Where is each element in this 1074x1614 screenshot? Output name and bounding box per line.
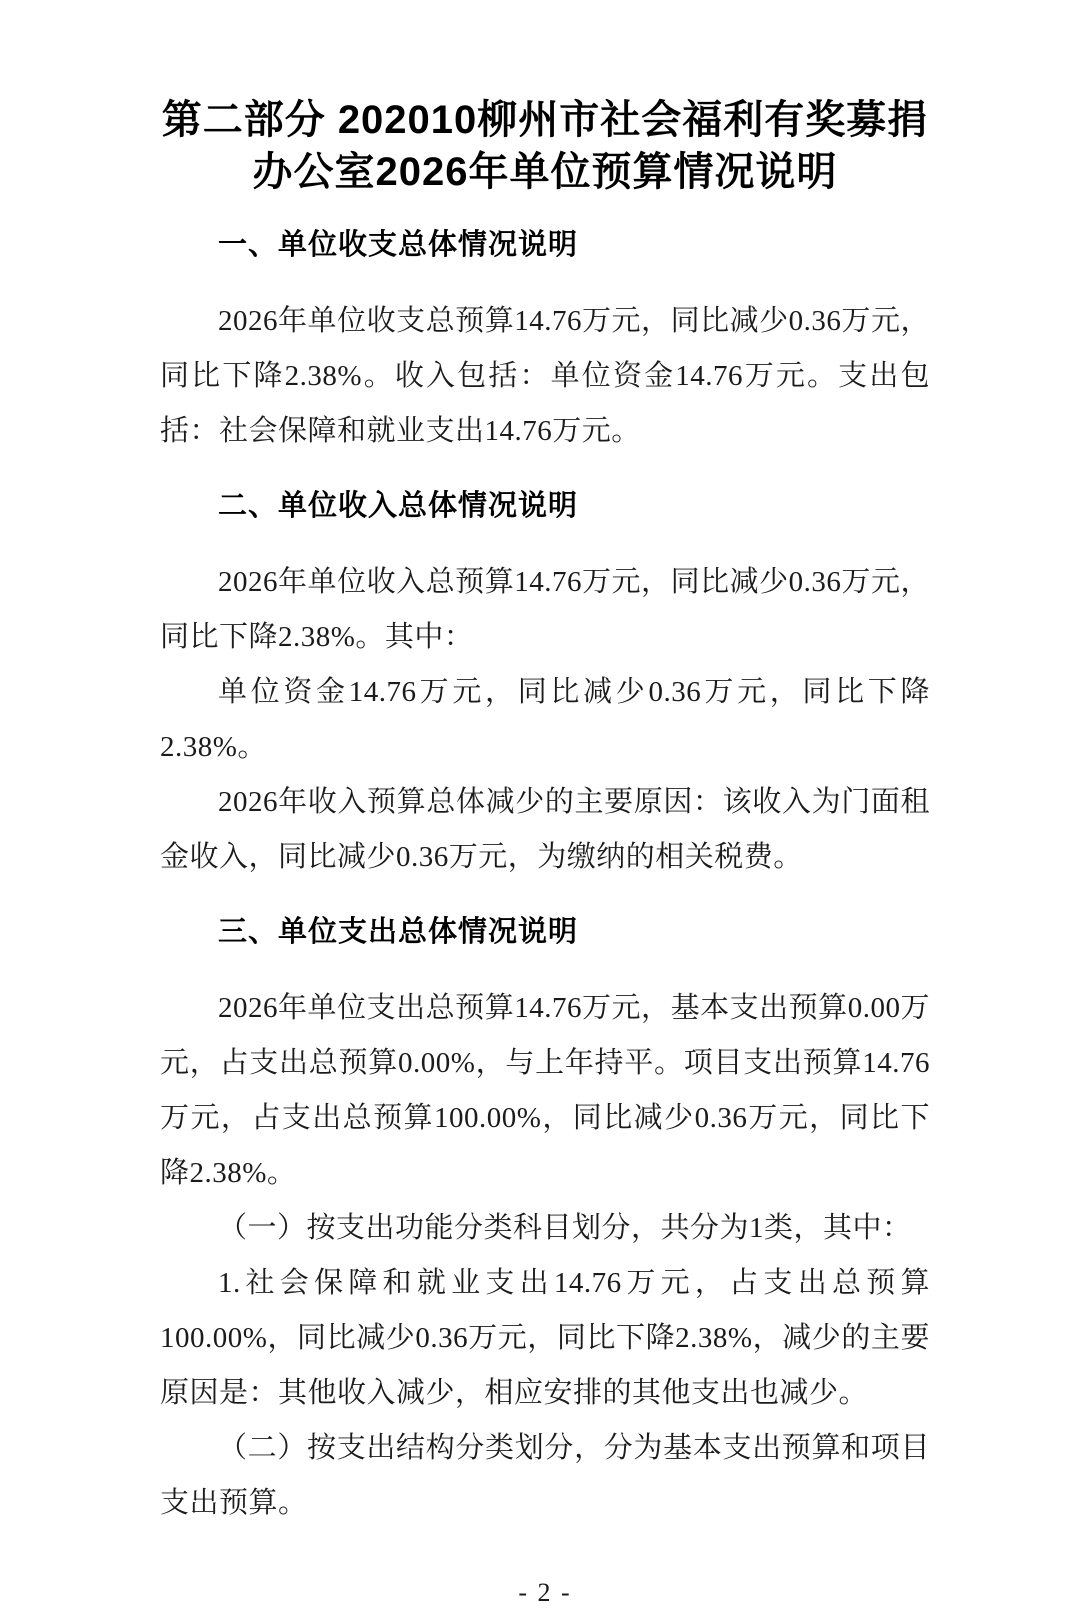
body-paragraph: 2026年单位收支总预算14.76万元，同比减少0.36万元，同比下降2.38%。收入包括：单位资金14.76万元。支出包括：社会保障和就业支出14.76万元。 (160, 305, 930, 447)
body-paragraph: 单位资金14.76万元，同比减少0.36万元，同比下降2.38%。 (160, 676, 930, 763)
section-heading-3: 三、单位支出总体情况说明 (218, 916, 579, 948)
document-page (0, 94, 1074, 1614)
section-overall-revenue-expense (160, 224, 930, 459)
section-heading-1: 一、单位收支总体情况说明 (218, 229, 579, 261)
document-title-line-1: 第二部分 202010柳州市社会福利有奖募捐 (161, 98, 929, 142)
document-title-line-2: 办公室2026年单位预算情况说明 (252, 150, 838, 194)
body-paragraph: 2026年收入预算总体减少的主要原因：该收入为门面租金收入，同比减少0.36万元，为缴纳的相关税费。 (160, 786, 930, 873)
page-number: - 2 - (518, 1578, 572, 1607)
body-paragraph: 1.社会保障和就业支出14.76万元，占支出总预算100.00%，同比减少0.36万元，同比下降2.38%，减少的主要原因是：其他收入减少，相应安排的其他支出也减少。 (160, 1267, 930, 1409)
document-title (160, 94, 930, 198)
section-revenue-overview (160, 485, 930, 885)
body-paragraph: 2026年单位支出总预算14.76万元，基本支出预算0.00万元，占支出总预算0.00%，与上年持平。项目支出预算14.76万元，占支出总预算100.00%，同比减少0.36万元，同比下降2.38%。 (160, 992, 930, 1189)
section-heading-2: 二、单位收入总体情况说明 (218, 490, 579, 522)
document-content (0, 94, 1074, 1614)
body-paragraph: （一）按支出功能分类科目划分，共分为1类，其中： (218, 1212, 912, 1244)
section-expense-overview (160, 911, 930, 1531)
body-paragraph: 2026年单位收入总预算14.76万元，同比减少0.36万元，同比下降2.38%。其中： (160, 566, 930, 653)
body-paragraph: （二）按支出结构分类划分，分为基本支出预算和项目支出预算。 (160, 1432, 930, 1519)
